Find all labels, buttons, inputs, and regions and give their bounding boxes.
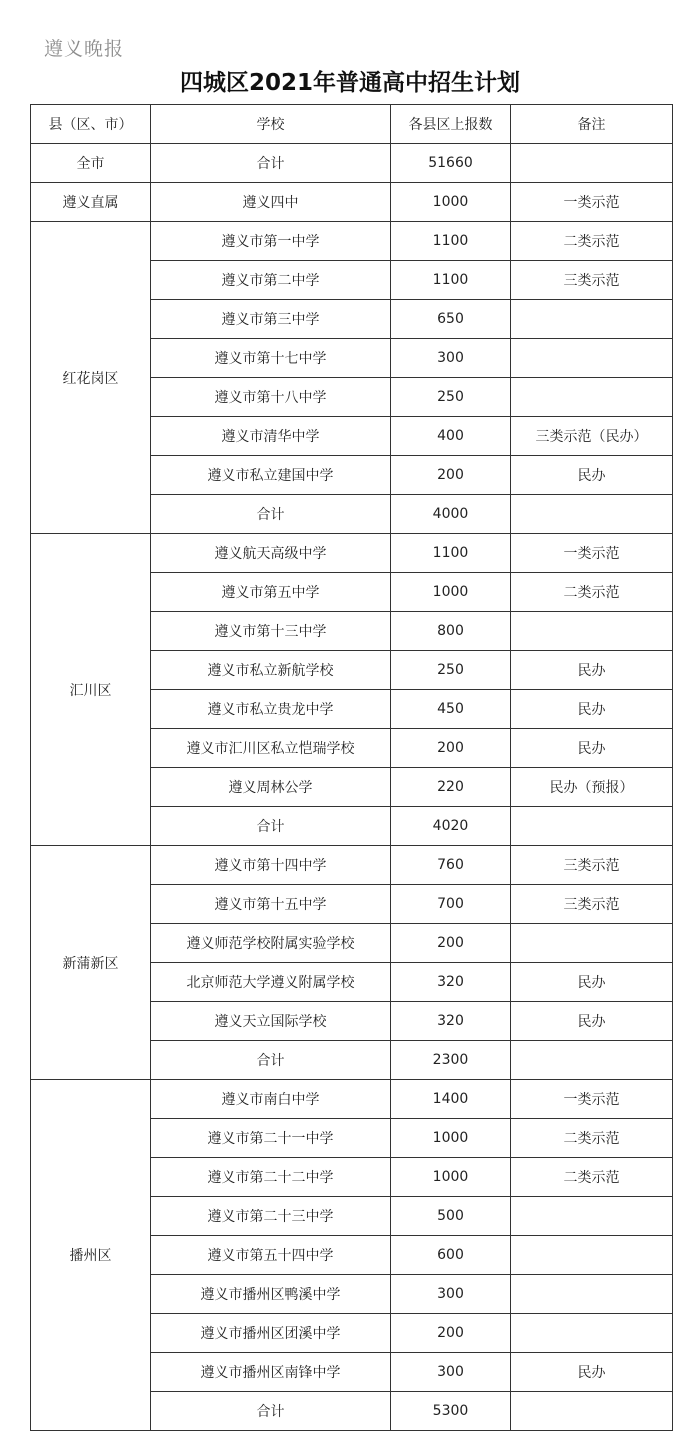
note-cell [511, 1392, 673, 1431]
note-cell [511, 378, 673, 417]
note-cell: 三类示范 [511, 261, 673, 300]
district-cell: 播州区 [31, 1080, 151, 1431]
school-cell: 合计 [151, 144, 391, 183]
count-cell: 200 [391, 729, 511, 768]
school-cell: 遵义市南白中学 [151, 1080, 391, 1119]
school-cell: 合计 [151, 1392, 391, 1431]
count-cell: 200 [391, 1314, 511, 1353]
note-cell: 民办 [511, 456, 673, 495]
count-cell: 4020 [391, 807, 511, 846]
district-cell: 新蒲新区 [31, 846, 151, 1080]
count-cell: 200 [391, 456, 511, 495]
note-cell: 三类示范 [511, 846, 673, 885]
note-cell: 民办 [511, 690, 673, 729]
count-cell: 300 [391, 1275, 511, 1314]
count-cell: 200 [391, 924, 511, 963]
note-cell [511, 612, 673, 651]
school-cell: 遵义市私立新航学校 [151, 651, 391, 690]
note-cell [511, 339, 673, 378]
count-cell: 800 [391, 612, 511, 651]
count-cell: 400 [391, 417, 511, 456]
note-cell [511, 300, 673, 339]
table-row [31, 534, 673, 573]
note-cell: 民办 [511, 1353, 673, 1392]
count-cell: 500 [391, 1197, 511, 1236]
count-cell: 1000 [391, 183, 511, 222]
school-cell: 遵义市第二十二中学 [151, 1158, 391, 1197]
school-cell: 遵义市第二十一中学 [151, 1119, 391, 1158]
school-cell: 遵义市播州区团溪中学 [151, 1314, 391, 1353]
count-cell: 1000 [391, 1158, 511, 1197]
school-cell: 遵义航天高级中学 [151, 534, 391, 573]
school-cell: 遵义市第十八中学 [151, 378, 391, 417]
district-cell: 全市 [31, 144, 151, 183]
count-cell: 1100 [391, 261, 511, 300]
school-cell: 合计 [151, 1041, 391, 1080]
note-cell: 民办 [511, 963, 673, 1002]
school-cell: 遵义市清华中学 [151, 417, 391, 456]
note-cell: 二类示范 [511, 222, 673, 261]
note-cell: 二类示范 [511, 1119, 673, 1158]
count-cell: 320 [391, 1002, 511, 1041]
school-cell: 北京师范大学遵义附属学校 [151, 963, 391, 1002]
count-cell: 650 [391, 300, 511, 339]
school-cell: 遵义市第十七中学 [151, 339, 391, 378]
count-cell: 51660 [391, 144, 511, 183]
note-cell: 民办 [511, 1002, 673, 1041]
header-row [31, 105, 673, 144]
school-cell: 遵义市第三中学 [151, 300, 391, 339]
note-cell [511, 1314, 673, 1353]
note-cell [511, 1236, 673, 1275]
note-cell: 民办 [511, 729, 673, 768]
school-cell: 遵义市第二中学 [151, 261, 391, 300]
header-district: 县（区、市） [31, 105, 151, 144]
school-cell: 遵义市播州区南锋中学 [151, 1353, 391, 1392]
note-cell: 三类示范 [511, 885, 673, 924]
school-cell: 遵义周林公学 [151, 768, 391, 807]
table-row [31, 222, 673, 261]
note-cell [511, 1041, 673, 1080]
note-cell: 一类示范 [511, 183, 673, 222]
school-cell: 遵义市私立建国中学 [151, 456, 391, 495]
school-cell: 遵义市第二十三中学 [151, 1197, 391, 1236]
enrollment-plan-table [30, 104, 673, 1431]
table-row [31, 144, 673, 183]
school-cell: 遵义师范学校附属实验学校 [151, 924, 391, 963]
note-cell [511, 924, 673, 963]
note-cell [511, 144, 673, 183]
school-cell: 遵义市播州区鸭溪中学 [151, 1275, 391, 1314]
count-cell: 300 [391, 1353, 511, 1392]
table-row [31, 183, 673, 222]
count-cell: 250 [391, 651, 511, 690]
note-cell: 二类示范 [511, 1158, 673, 1197]
count-cell: 220 [391, 768, 511, 807]
count-cell: 1100 [391, 222, 511, 261]
count-cell: 320 [391, 963, 511, 1002]
note-cell: 民办（预报） [511, 768, 673, 807]
school-cell: 遵义市第五十四中学 [151, 1236, 391, 1275]
school-cell: 遵义市第十五中学 [151, 885, 391, 924]
note-cell: 三类示范（民办） [511, 417, 673, 456]
school-cell: 遵义市第五中学 [151, 573, 391, 612]
count-cell: 5300 [391, 1392, 511, 1431]
school-cell: 遵义市私立贵龙中学 [151, 690, 391, 729]
note-cell [511, 495, 673, 534]
count-cell: 250 [391, 378, 511, 417]
count-cell: 1100 [391, 534, 511, 573]
note-cell: 民办 [511, 651, 673, 690]
note-cell: 二类示范 [511, 573, 673, 612]
school-cell: 遵义市第一中学 [151, 222, 391, 261]
count-cell: 1400 [391, 1080, 511, 1119]
count-cell: 1000 [391, 573, 511, 612]
count-cell: 1000 [391, 1119, 511, 1158]
note-cell [511, 1275, 673, 1314]
source-label: 遵义晚报 [44, 38, 125, 60]
district-cell: 汇川区 [31, 534, 151, 846]
school-cell: 合计 [151, 495, 391, 534]
school-cell: 遵义四中 [151, 183, 391, 222]
count-cell: 700 [391, 885, 511, 924]
count-cell: 4000 [391, 495, 511, 534]
table-row [31, 846, 673, 885]
count-cell: 2300 [391, 1041, 511, 1080]
count-cell: 760 [391, 846, 511, 885]
table-body [31, 144, 673, 1431]
district-cell: 遵义直属 [31, 183, 151, 222]
header-count: 各县区上报数 [391, 105, 511, 144]
header-note: 备注 [511, 105, 673, 144]
count-cell: 300 [391, 339, 511, 378]
note-cell [511, 1197, 673, 1236]
school-cell: 遵义市汇川区私立恺瑞学校 [151, 729, 391, 768]
school-cell: 遵义天立国际学校 [151, 1002, 391, 1041]
note-cell: 一类示范 [511, 1080, 673, 1119]
note-cell [511, 807, 673, 846]
note-cell: 一类示范 [511, 534, 673, 573]
count-cell: 600 [391, 1236, 511, 1275]
table-header [31, 105, 673, 144]
table-title: 四城区2021年普通高中招生计划 [179, 70, 520, 96]
count-cell: 450 [391, 690, 511, 729]
header-school: 学校 [151, 105, 391, 144]
district-cell: 红花岗区 [31, 222, 151, 534]
school-cell: 合计 [151, 807, 391, 846]
school-cell: 遵义市第十四中学 [151, 846, 391, 885]
table-row [31, 1080, 673, 1119]
school-cell: 遵义市第十三中学 [151, 612, 391, 651]
